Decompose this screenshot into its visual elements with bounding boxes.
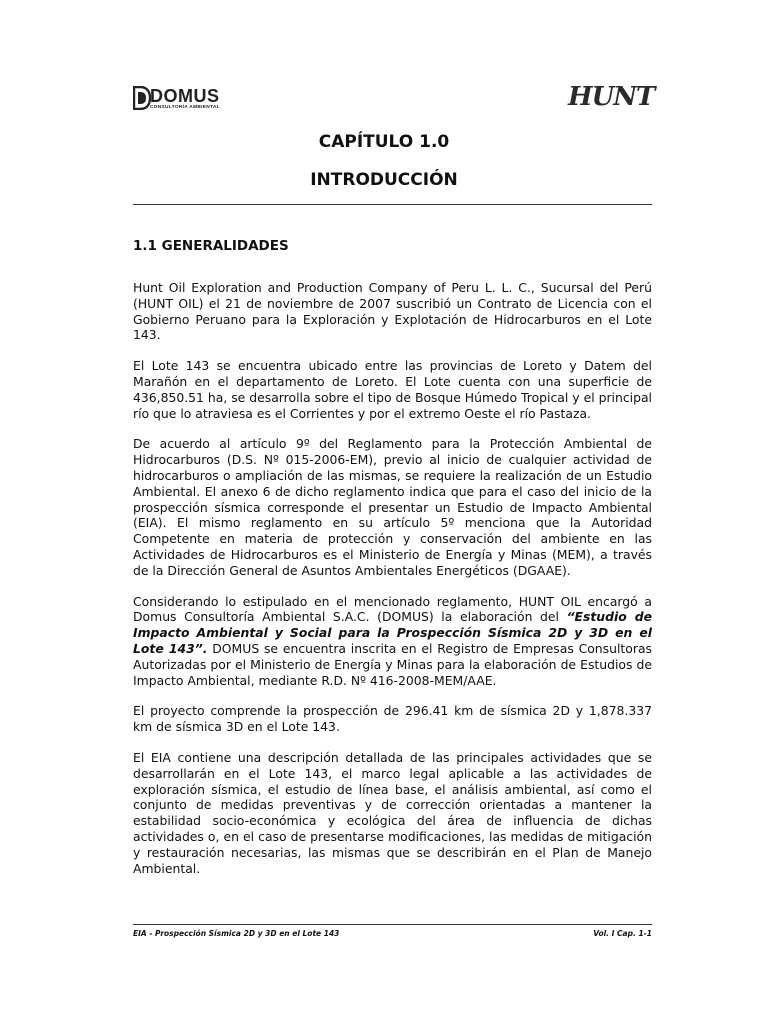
domus-logo-subtitle: CONSULTORÍA AMBIENTAL (150, 105, 220, 110)
paragraph-5: El proyecto comprende la prospección de 296.41 km de sísmica 2D y 1,878.337 km de sísmica 3D en el Lote 143. (133, 703, 652, 735)
domus-d-mark-icon (133, 86, 151, 110)
paragraph-1: Hunt Oil Exploration and Production Company of Peru L. L. C., Sucursal del Perú (HUNT OIL) el 21 de noviembre de 2007 suscribió un Contrato de Licencia con el Gobierno Peruano para la Exploración y Explotación de Hidrocarburos en el Lote 143. (133, 280, 652, 343)
paragraph-6: El EIA contiene una descripción detallada de las principales actividades que se desarrollarán en el Lote 143, el marco legal aplicable a las actividades de exploración sísmica, el estudio de línea base, el análisis ambiental, así como el conjunto de medidas preventivas y de corrección orientadas a mantener la estabilidad socio-económica y ecológica del área de influencia de dichas actividades o, en el caso de presentarse modificaciones, las medidas de mitigación y restauración necesarias, las mismas que se describirán en el Plan de Manejo Ambiental. (133, 749, 652, 876)
domus-logo-text: DOMUS (150, 86, 220, 106)
footer-document-title: EIA - Prospección Sísmica 2D y 3D en el Lote 143 (133, 929, 340, 938)
domus-logo (133, 86, 253, 118)
chapter-title: INTRODUCCIÓN (310, 170, 458, 190)
body-text (133, 280, 652, 891)
footer-page-number: Vol. I Cap. 1-1 (593, 929, 652, 938)
hunt-logo (568, 82, 655, 114)
study-title-emphasis: “Estudio de Impacto Ambiental y Social para la Prospección Sísmica 2D y 3D en el Lote 143”. (133, 609, 653, 656)
footer-divider (133, 924, 652, 925)
paragraph-4-start: Considerando lo estipulado en el mencionado reglamento, HUNT OIL encargó a Domus Consultoría Ambiental S.A.C. (DOMUS) la elaboración del (133, 593, 652, 625)
header-divider (133, 204, 652, 205)
paragraph-3: De acuerdo al artículo 9º del Reglamento para la Protección Ambiental de Hidrocarburos (D.S. Nº 015-2006-EM), previo al inicio de cualquier actividad de hidrocarburos o ampliación de las mismas, se requiere la realización de un Estudio Ambiental. El anexo 6 de dicho reglamento indica que para el caso del inicio de la prospección sísmica corresponde el presentar un Estudio de Impacto Ambiental (EIA). El mismo reglamento en su artículo 5º menciona que la Autoridad Competente en materia de protección y conservación del ambiente en las Actividades de Hidrocarburos es el Ministerio de Energía y Minas (MEM), a través de la Dirección General de Asuntos Ambientales Energéticos (DGAAE). (133, 436, 652, 578)
paragraph-2: El Lote 143 se encuentra ubicado entre las provincias de Loreto y Datem del Marañón en el departamento de Loreto. El Lote cuenta con una superficie de 436,850.51 ha, se desarrolla sobre el tipo de Bosque Húmedo Tropical y el principal río que lo atraviesa es el Corrientes y por el extremo Oeste el río Pastaza. (133, 358, 652, 421)
paragraph-4-end: DOMUS se encuentra inscrita en el Registro de Empresas Consultoras Autorizadas por el Ministerio de Energía y Minas para la elaboración de Estudios de Impacto Ambiental, mediante R.D. Nº 416-2008-MEM/AAE. (133, 640, 652, 688)
hunt-logo-text: HUNT (568, 82, 655, 112)
paragraph-4 (133, 594, 652, 689)
section-heading: 1.1 GENERALIDADES (133, 238, 289, 254)
chapter-number: CAPÍTULO 1.0 (318, 132, 450, 152)
